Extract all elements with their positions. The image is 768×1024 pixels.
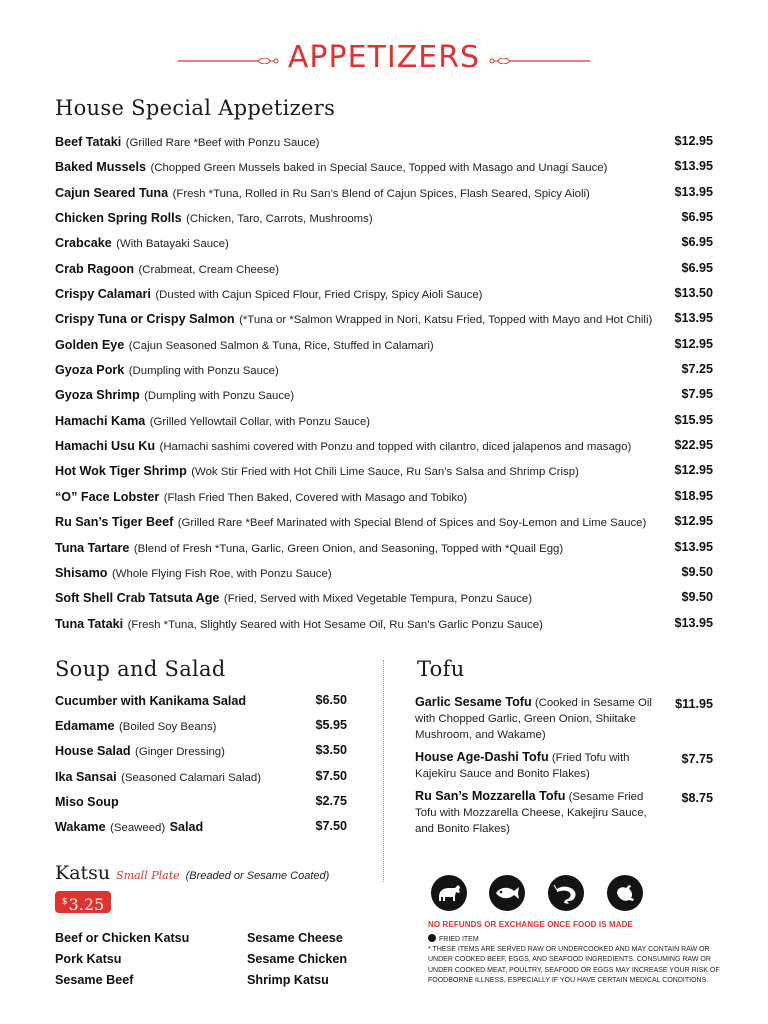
fried-item-legend bbox=[428, 934, 733, 943]
fried-dot-icon bbox=[428, 934, 436, 942]
tofu-list bbox=[415, 694, 715, 843]
katsu-item: Pork Katsu bbox=[55, 952, 122, 966]
item-description: (Dusted with Cajun Spiced Flour, Fried Crispy, Spicy Aioli Sauce) bbox=[155, 289, 483, 302]
item-description: (Dumpling with Ponzu Sauce) bbox=[128, 365, 279, 378]
katsu-heading bbox=[55, 862, 329, 884]
item-name: Hamachi Usu Ku bbox=[55, 439, 156, 454]
menu-item bbox=[55, 281, 715, 306]
menu-item bbox=[55, 713, 351, 738]
item-name: Crispy Tuna or Crispy Salmon bbox=[55, 312, 235, 327]
item-price: $12.95 bbox=[674, 514, 713, 529]
soup-salad-heading: Soup and Salad bbox=[55, 657, 226, 681]
menu-item bbox=[55, 205, 715, 230]
menu-item bbox=[55, 154, 715, 179]
item-price: $6.95 bbox=[681, 210, 713, 225]
item-price: $8.75 bbox=[681, 791, 713, 805]
item-name: Crab Ragoon bbox=[55, 261, 135, 276]
menu-item bbox=[55, 688, 351, 713]
menu-item bbox=[55, 230, 715, 255]
menu-item bbox=[55, 180, 715, 205]
item-name: Shisamo bbox=[55, 565, 108, 580]
item-description: (Dumpling with Ponzu Sauce) bbox=[144, 390, 295, 403]
item-description: (Grilled Yellowtail Collar, with Ponzu Sauce) bbox=[149, 415, 371, 428]
item-description: (Crabmeat, Cream Cheese) bbox=[138, 263, 280, 276]
item-name: Gyoza Shrimp bbox=[55, 388, 140, 403]
item-price: $7.50 bbox=[315, 818, 347, 833]
raw-food-warning: * THESE ITEMS ARE SERVED RAW OR UNDERCOOKED AND MAY CONTAIN RAW OR UNDER COOKED BEEF, EGGS, AND SEAFOOD INGREDIENTS. CONSUMING RAW OR UNDER COOKED MEAT, POULTRY, SEAFOOD OR EGGS MAY INCREASE YOUR RISK OF FOODBORNE ILLNESS, ESPECIALLY IF YOU HAVE CERTAIN MEDICAL CONDITIONS. bbox=[428, 946, 720, 985]
fish-icon bbox=[489, 875, 525, 911]
katsu-column bbox=[247, 928, 347, 991]
item-description: (Hamachi sashimi covered with Ponzu and topped with cilantro, diced jalapenos and masago) bbox=[159, 441, 632, 454]
item-price: $18.95 bbox=[674, 488, 713, 503]
item-name: Baked Mussels bbox=[55, 160, 146, 175]
item-description: (Flash Fried Then Baked, Covered with Masago and Tobiko) bbox=[163, 491, 468, 504]
menu-notes bbox=[428, 920, 733, 987]
item-price: $12.95 bbox=[674, 463, 713, 478]
item-price: $7.50 bbox=[315, 768, 347, 783]
item-price: $9.50 bbox=[681, 590, 713, 605]
item-name: House Salad bbox=[55, 744, 131, 759]
tofu-heading: Tofu bbox=[417, 657, 465, 681]
item-name: Gyoza Pork bbox=[55, 363, 125, 378]
katsu-item: Beef or Chicken Katsu bbox=[55, 931, 190, 945]
menu-item bbox=[415, 694, 715, 743]
menu-item bbox=[55, 535, 715, 560]
menu-item bbox=[55, 306, 715, 331]
item-price: $5.95 bbox=[315, 718, 347, 733]
item-description: (Grilled Rare *Beef Marinated with Special Blend of Spices and Soy-Lemon and Lime Sauce) bbox=[177, 517, 647, 530]
menu-item bbox=[55, 789, 351, 814]
item-description: (Ginger Dressing) bbox=[135, 746, 225, 759]
menu-item bbox=[55, 332, 715, 357]
katsu-item: Sesame Beef bbox=[55, 973, 134, 987]
item-description: (Whole Flying Fish Roe, with Ponzu Sauce) bbox=[111, 567, 332, 580]
item-description: (Seasoned Calamari Salad) bbox=[121, 771, 262, 784]
item-price: $6.50 bbox=[315, 693, 347, 707]
menu-item bbox=[55, 585, 715, 610]
item-name: Golden Eye bbox=[55, 337, 125, 352]
item-price: $7.25 bbox=[681, 362, 713, 377]
item-price: $13.95 bbox=[674, 159, 713, 174]
cow-icon bbox=[431, 875, 467, 911]
item-price: $9.50 bbox=[681, 564, 713, 579]
item-name: Cajun Seared Tuna bbox=[55, 185, 169, 200]
item-name: Beef Tataki bbox=[55, 135, 122, 149]
menu-item bbox=[55, 357, 715, 382]
flourish-right-ornament bbox=[486, 58, 590, 64]
menu-item bbox=[55, 458, 715, 483]
menu-item bbox=[55, 764, 351, 789]
item-name: Tuna Tataki bbox=[55, 616, 124, 631]
house-special-heading: House Special Appetizers bbox=[55, 96, 336, 120]
item-description: (Wok Stir Fried with Hot Chili Lime Sauce, Ru San’s Salsa and Shrimp Crisp) bbox=[191, 466, 579, 479]
menu-item bbox=[55, 738, 351, 763]
menu-item bbox=[55, 509, 715, 534]
item-description: (Cooked in Sesame Oil with Chopped Garlic, Green Onion, Shiitake Mushroom, and Wakame) bbox=[415, 697, 652, 741]
menu-item bbox=[55, 611, 715, 636]
menu-item bbox=[55, 814, 351, 839]
item-description: (Sesame Fried Tofu with Mozzarella Cheese, Kakejiru Sauce, and Bonito Flakes) bbox=[415, 791, 647, 835]
menu-item bbox=[55, 408, 715, 433]
chicken-icon bbox=[607, 875, 643, 911]
item-description: (Grilled Rare *Beef with Ponzu Sauce) bbox=[125, 137, 320, 149]
item-name: Garlic Sesame Tofu bbox=[415, 695, 532, 709]
item-price: $3.50 bbox=[315, 743, 347, 758]
page-title: APPETIZERS bbox=[287, 40, 481, 75]
item-description: (Chopped Green Mussels baked in Special Sauce, Topped with Masago and Unagi Sauce) bbox=[150, 162, 608, 175]
item-price: $13.95 bbox=[674, 539, 713, 554]
menu-item bbox=[55, 129, 715, 154]
menu-item bbox=[415, 749, 715, 782]
item-name: Hot Wok Tiger Shrimp bbox=[55, 464, 187, 479]
item-description: (Seaweed) bbox=[110, 821, 166, 834]
item-price: $13.50 bbox=[674, 286, 713, 301]
price-amount: 3.25 bbox=[68, 895, 105, 914]
menu-item bbox=[55, 484, 715, 509]
katsu-item: Shrimp Katsu bbox=[247, 973, 329, 987]
fried-item-label: FRIED ITEM bbox=[439, 936, 479, 943]
item-name: Soft Shell Crab Tatsuta Age bbox=[55, 591, 220, 606]
menu-header bbox=[0, 36, 768, 86]
item-price: $7.75 bbox=[681, 752, 713, 766]
item-price: $6.95 bbox=[681, 260, 713, 275]
item-name: Hamachi Kama bbox=[55, 413, 146, 428]
item-price: $15.95 bbox=[674, 412, 713, 427]
item-description: (Blend of Fresh *Tuna, Garlic, Green Onion, and Seasoning, Topped with *Quail Egg) bbox=[133, 542, 564, 555]
item-description: (Chicken, Taro, Carrots, Mushrooms) bbox=[186, 213, 373, 226]
item-price: $22.95 bbox=[674, 438, 713, 453]
item-name: Cucumber with Kanikama Salad bbox=[55, 694, 247, 708]
item-name: Edamame bbox=[55, 719, 115, 734]
item-price: $12.95 bbox=[674, 336, 713, 351]
item-name: Crispy Calamari bbox=[55, 287, 151, 302]
item-price: $13.95 bbox=[674, 184, 713, 199]
item-price: $6.95 bbox=[681, 235, 713, 250]
item-name: “O” Face Lobster bbox=[55, 489, 160, 504]
item-description: (Boiled Soy Beans) bbox=[118, 721, 217, 734]
protein-icons bbox=[428, 875, 728, 913]
katsu-price-badge bbox=[55, 891, 111, 913]
item-name: Ru San’s Tiger Beef bbox=[55, 515, 174, 530]
item-price: $2.75 bbox=[315, 793, 347, 808]
item-name: Ru San’s Mozzarella Tofu bbox=[415, 789, 566, 803]
katsu-title: Katsu bbox=[55, 862, 111, 884]
item-name: Chicken Spring Rolls bbox=[55, 211, 182, 226]
menu-item bbox=[55, 560, 715, 585]
item-price: $13.95 bbox=[674, 311, 713, 326]
item-description: (*Tuna or *Salmon Wrapped in Nori, Katsu Fried, Topped with Mayo and Hot Chili) bbox=[239, 314, 653, 327]
item-name: House Age-Dashi Tofu bbox=[415, 750, 549, 764]
column-divider bbox=[383, 660, 384, 882]
item-name: Ika Sansai bbox=[55, 769, 117, 784]
item-name: Crabcake bbox=[55, 236, 112, 251]
item-price: $7.95 bbox=[681, 387, 713, 402]
item-description: (Fried, Served with Mixed Vegetable Tempura, Ponzu Sauce) bbox=[223, 593, 533, 606]
item-description: (Fresh *Tuna, Rolled in Ru San’s Blend of Cajun Spices, Flash Seared, Spicy Aioli) bbox=[172, 187, 590, 200]
item-price: $11.95 bbox=[675, 697, 713, 711]
item-description: (Fresh *Tuna, Slightly Seared with Hot Sesame Oil, Ru San’s Garlic Ponzu Sauce) bbox=[127, 618, 543, 631]
item-price: $12.95 bbox=[674, 134, 713, 148]
menu-item bbox=[55, 382, 715, 407]
shrimp-icon bbox=[548, 875, 584, 911]
item-name: Wakame bbox=[55, 819, 106, 834]
house-special-list bbox=[55, 129, 715, 636]
katsu-item: Sesame Chicken bbox=[247, 952, 348, 966]
item-description: (With Batayaki Sauce) bbox=[116, 238, 229, 251]
menu-item bbox=[415, 788, 715, 837]
soup-salad-list bbox=[55, 688, 351, 839]
katsu-column bbox=[55, 928, 189, 991]
katsu-note: (Breaded or Sesame Coated) bbox=[185, 870, 330, 882]
item-price: $13.95 bbox=[674, 615, 713, 630]
menu-item bbox=[55, 433, 715, 458]
item-name-suffix: Salad bbox=[169, 819, 204, 834]
item-name: Tuna Tartare bbox=[55, 540, 130, 555]
item-name: Miso Soup bbox=[55, 794, 119, 809]
item-description: (Fried Tofu with Kajekiru Sauce and Bonito Flakes) bbox=[415, 752, 630, 780]
no-refunds-notice: NO REFUNDS OR EXCHANGE ONCE FOOD IS MADE bbox=[428, 920, 633, 929]
menu-item bbox=[55, 256, 715, 281]
item-description: (Cajun Seasoned Salmon & Tuna, Rice, Stuffed in Calamari) bbox=[128, 339, 434, 352]
katsu-item: Sesame Cheese bbox=[247, 931, 343, 945]
price-currency-symbol: $ bbox=[61, 897, 68, 907]
small-plate-label: Small Plate bbox=[116, 869, 180, 882]
